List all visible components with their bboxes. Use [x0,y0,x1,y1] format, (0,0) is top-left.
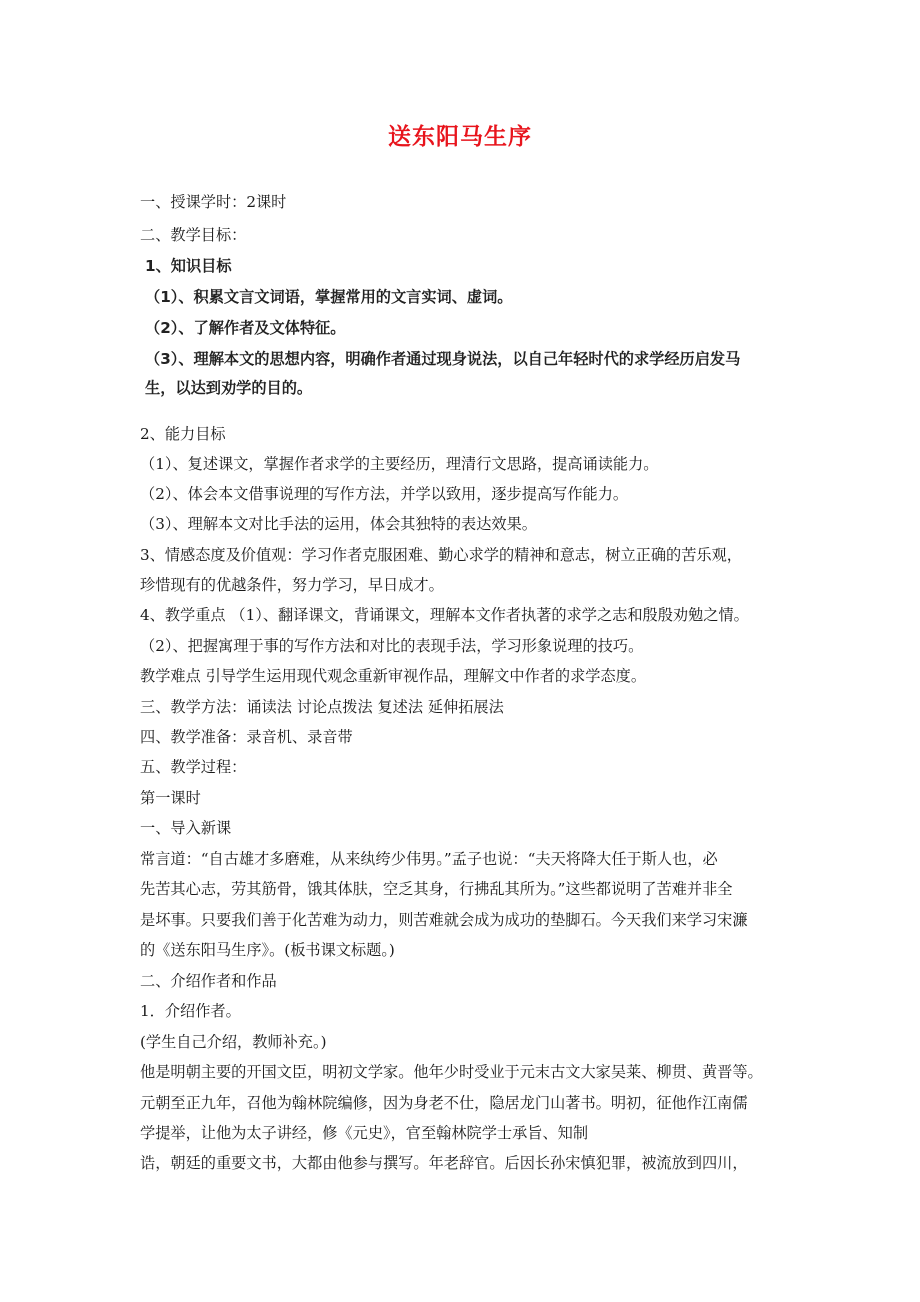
line-knowledge-3-cont: 生，以达到劝学的目的。 [145,379,313,397]
line-intro-3: 是坏事。只要我们善于化苦难为动力，则苦难就会成为成功的垫脚石。今天我们来学习宋濂 [140,911,748,929]
line-author-2: 元朝至正九年，召他为翰林院编修，因为身老不仕，隐居龙门山著书。明初，征他作江南儒 [140,1094,748,1112]
line-intro-heading: 一、导入新课 [140,819,232,837]
line-author-1: 他是明朝主要的开国文臣，明初文学家。他年少时受业于元末古文大家吴莱、柳贯、黄晋等。 [140,1063,763,1081]
line-attitude: 3、情感态度及价值观：学习作者克服困难、勤心求学的精神和意志，树立正确的苦乐观， [140,546,742,564]
line-process: 五、教学过程： [140,758,247,776]
line-intro-2: 先苦其心志，劳其筋骨，饿其体肤，空乏其身，行拂乱其所为。”这些都说明了苦难并非全 [140,880,733,898]
line-class-hours: 一、授课学时：2课时 [140,193,287,211]
line-methods: 三、教学方法：诵读法 讨论点拨法 复述法 延伸拓展法 [140,698,504,716]
page-title: 送东阳马生序 [388,124,532,150]
line-intro-4: 的《送东阳马生序》。(板书课文标题。) [140,941,395,959]
line-ability-3: （3）、理解本文对比手法的运用，体会其独特的表达效果。 [140,515,537,533]
line-key-points: 4、教学重点 （1）、翻译课文，背诵课文，理解本文作者执著的求学之志和殷殷劝勉之情。 [140,606,749,624]
line-author-4: 诰，朝廷的重要文书，大都由他参与撰写。年老辞官。后因长孙宋慎犯罪，被流放到四川， [140,1154,748,1172]
line-knowledge-heading: 1、知识目标 [145,257,232,275]
line-first-lesson: 第一课时 [140,789,201,807]
line-author-sub: 1．介绍作者。 [140,1002,241,1020]
line-preparation: 四、教学准备：录音机、录音带 [140,728,353,746]
line-objectives-heading: 二、教学目标： [140,226,247,244]
line-author-note: (学生自己介绍，教师补充。) [140,1033,327,1051]
line-author-heading: 二、介绍作者和作品 [140,972,277,990]
line-knowledge-3: （3）、理解本文的思想内容，明确作者通过现身说法，以自己年轻时代的求学经历启发马 [145,350,741,368]
line-ability-1: （1）、复述课文，掌握作者求学的主要经历，理清行文思路，提高诵读能力。 [140,455,659,473]
line-key-points-2: （2）、把握寓理于事的写作方法和对比的表现手法，学习形象说理的技巧。 [140,637,644,655]
line-author-3: 学提举，让他为太子讲经，修《元史》，官至翰林院学士承旨、知制 [140,1124,589,1142]
line-attitude-cont: 珍惜现有的优越条件，努力学习，早日成才。 [140,576,444,594]
line-knowledge-1: （1）、积累文言文词语，掌握常用的文言实词、虚词。 [145,288,513,306]
line-ability-2: （2）、体会本文借事说理的写作方法，并学以致用，逐步提高写作能力。 [140,485,629,503]
line-intro-1: 常言道：“自古雄才多磨难，从来纨绔少伟男。”孟子也说：“夫天将降大任于斯人也，必 [140,850,718,868]
line-knowledge-2: （2）、了解作者及文体特征。 [145,319,346,337]
line-ability-heading: 2、能力目标 [140,425,226,443]
line-difficulties: 教学难点 引导学生运用现代观念重新审视作品，理解文中作者的求学态度。 [140,667,647,685]
